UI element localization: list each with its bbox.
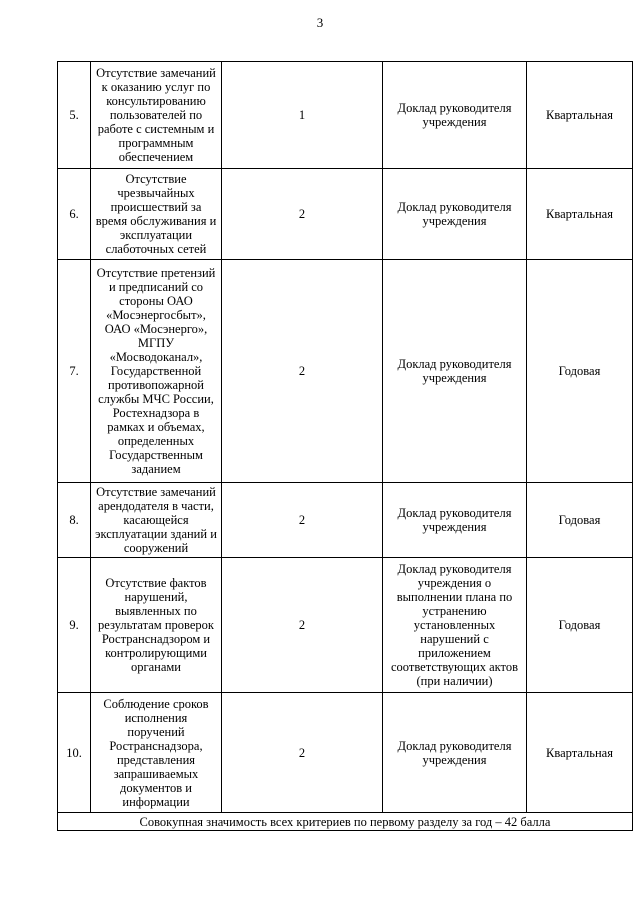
summary-text: Совокупная значимость всех критериев по первому разделу за год – 42 балла [58,813,633,831]
source-document: Доклад руководителя учреждения [383,693,527,813]
score-value: 1 [222,62,383,169]
score-value: 2 [222,483,383,558]
score-value: 2 [222,169,383,260]
page-number: 3 [316,15,324,30]
criterion-text: Отсутствие чрезвычайных происшествий за время обслуживания и эксплуатации слаботочных сетей [91,169,222,260]
source-document: Доклад руководителя учреждения о выполнении плана по устранению установленных нарушений с приложением соответствующих актов (при наличии) [383,558,527,693]
reporting-period: Квартальная [527,62,633,169]
reporting-period: Квартальная [527,693,633,813]
criterion-text: Отсутствие замечаний арендодателя в части, касающейся эксплуатации зданий и сооружений [91,483,222,558]
reporting-period: Годовая [527,558,633,693]
source-document: Доклад руководителя учреждения [383,483,527,558]
table-row [58,483,633,558]
table-row [58,260,633,483]
criterion-text: Отсутствие претензий и предписаний со стороны ОАО «Мосэнергосбыт», ОАО «Мосэнерго», МГПУ «Мосводоканал», Государственной противопожарной службы МЧС России, Ростехнадзора в рамках и объемах, определенных Государственным заданием [91,260,222,483]
score-value: 2 [222,260,383,483]
reporting-period: Годовая [527,483,633,558]
criterion-text: Соблюдение сроков исполнения поручений Ространснадзора, представления запрашиваемых документов и информации [91,693,222,813]
row-number: 6. [58,169,91,260]
criterion-text: Отсутствие замечаний к оказанию услуг по консультированию пользователей по работе с системным и программным обеспечением [91,62,222,169]
table-row [58,169,633,260]
row-number: 9. [58,558,91,693]
table-row [58,558,633,693]
row-number: 5. [58,62,91,169]
score-value: 2 [222,693,383,813]
row-number: 8. [58,483,91,558]
table-row [58,693,633,813]
source-document: Доклад руководителя учреждения [383,169,527,260]
source-document: Доклад руководителя учреждения [383,62,527,169]
criteria-table [57,61,633,831]
row-number: 10. [58,693,91,813]
reporting-period: Годовая [527,260,633,483]
table-row [58,62,633,169]
criterion-text: Отсутствие фактов нарушений, выявленных по результатам проверок Ространснадзором и контролирующими органами [91,558,222,693]
reporting-period: Квартальная [527,169,633,260]
source-document: Доклад руководителя учреждения [383,260,527,483]
row-number: 7. [58,260,91,483]
score-value: 2 [222,558,383,693]
summary-row [58,813,633,831]
